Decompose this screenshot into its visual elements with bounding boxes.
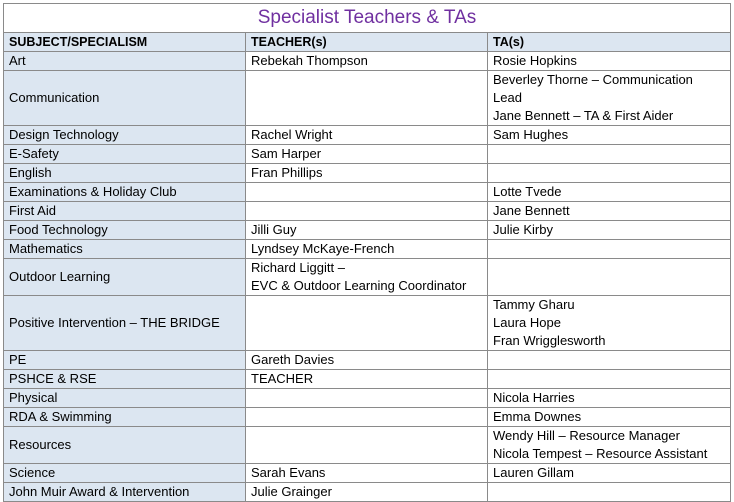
subject-cell: Positive Intervention – THE BRIDGE	[4, 296, 246, 351]
ta-cell	[488, 427, 731, 464]
teacher-cell	[246, 52, 488, 71]
teacher-name: Lyndsey McKaye-French	[251, 241, 395, 256]
teacher-cell	[246, 126, 488, 145]
table-row	[4, 52, 731, 71]
ta-name: Laura Hope	[493, 315, 561, 330]
ta-cell	[488, 259, 731, 296]
teacher-cell	[246, 71, 488, 126]
ta-cell	[488, 240, 731, 259]
table-row	[4, 389, 731, 408]
teacher-name: Gareth Davies	[251, 352, 335, 367]
header-row	[4, 33, 731, 52]
ta-name: Jane Bennett – TA & First Aider	[493, 108, 674, 123]
ta-cell	[488, 296, 731, 351]
table-row	[4, 240, 731, 259]
subject-cell: PSHCE & RSE	[4, 370, 246, 389]
ta-name: Fran Wrigglesworth	[493, 333, 606, 348]
subject-cell: Mathematics	[4, 240, 246, 259]
table-row	[4, 221, 731, 240]
teacher-cell	[246, 408, 488, 427]
table-row	[4, 370, 731, 389]
subject-cell: Food Technology	[4, 221, 246, 240]
teacher-cell	[246, 296, 488, 351]
ta-cell	[488, 389, 731, 408]
ta-cell	[488, 52, 731, 71]
teacher-cell	[246, 145, 488, 164]
subject-cell: PE	[4, 351, 246, 370]
table-row	[4, 464, 731, 483]
ta-cell	[488, 483, 731, 502]
subject-cell: Art	[4, 52, 246, 71]
table-row	[4, 259, 731, 296]
table-row	[4, 427, 731, 464]
table-title: Specialist Teachers & TAs	[4, 4, 731, 33]
subject-cell: Examinations & Holiday Club	[4, 183, 246, 202]
tas-column-header: TA(s)	[488, 33, 731, 52]
subject-cell: English	[4, 164, 246, 183]
specialist-staff-table	[3, 3, 731, 502]
subject-column-header: SUBJECT/SPECIALISM	[4, 33, 246, 52]
subject-cell: Communication	[4, 71, 246, 126]
teacher-cell	[246, 221, 488, 240]
ta-name: Tammy Gharu	[493, 297, 575, 312]
teacher-cell	[246, 202, 488, 221]
teacher-name: Fran Phillips	[251, 165, 323, 180]
teacher-name: EVC & Outdoor Learning Coordinator	[251, 278, 467, 293]
teacher-cell	[246, 389, 488, 408]
ta-name: Sam Hughes	[493, 127, 569, 142]
subject-cell: RDA & Swimming	[4, 408, 246, 427]
ta-name: Lauren Gillam	[493, 465, 574, 480]
teacher-cell	[246, 370, 488, 389]
ta-cell	[488, 164, 731, 183]
ta-name: Lead	[493, 90, 522, 105]
ta-name: Nicola Harries	[493, 390, 575, 405]
ta-cell	[488, 408, 731, 427]
ta-name: Wendy Hill – Resource Manager	[493, 428, 680, 443]
teacher-name: Richard Liggitt –	[251, 260, 345, 275]
ta-cell	[488, 370, 731, 389]
table-row	[4, 408, 731, 427]
ta-cell	[488, 126, 731, 145]
subject-cell: Resources	[4, 427, 246, 464]
teacher-name: Sam Harper	[251, 146, 322, 161]
staff-table-container	[3, 3, 730, 502]
subject-cell: E-Safety	[4, 145, 246, 164]
ta-name: Julie Kirby	[493, 222, 553, 237]
ta-name: Jane Bennett	[493, 203, 570, 218]
ta-cell	[488, 145, 731, 164]
ta-name: Emma Downes	[493, 409, 582, 424]
teacher-name: Rachel Wright	[251, 127, 333, 142]
table-row	[4, 71, 731, 126]
ta-cell	[488, 71, 731, 126]
teacher-cell	[246, 427, 488, 464]
teacher-name: Rebekah Thompson	[251, 53, 368, 68]
table-body	[4, 52, 731, 502]
table-row	[4, 483, 731, 502]
teacher-name: Julie Grainger	[251, 484, 332, 499]
table-row	[4, 164, 731, 183]
subject-cell: Science	[4, 464, 246, 483]
teacher-cell	[246, 259, 488, 296]
subject-cell: John Muir Award & Intervention	[4, 483, 246, 502]
ta-cell	[488, 202, 731, 221]
teachers-column-header: TEACHER(s)	[246, 33, 488, 52]
subject-cell: First Aid	[4, 202, 246, 221]
ta-name: Lotte Tvede	[493, 184, 562, 199]
ta-name: Rosie Hopkins	[493, 53, 577, 68]
teacher-name: Sarah Evans	[251, 465, 326, 480]
ta-name: Nicola Tempest – Resource Assistant	[493, 446, 708, 461]
table-row	[4, 202, 731, 221]
table-row	[4, 183, 731, 202]
teacher-name: TEACHER	[251, 371, 314, 386]
teacher-cell	[246, 351, 488, 370]
table-row	[4, 145, 731, 164]
teacher-cell	[246, 483, 488, 502]
teacher-cell	[246, 164, 488, 183]
teacher-cell	[246, 183, 488, 202]
teacher-name: Jilli Guy	[251, 222, 297, 237]
teacher-cell	[246, 464, 488, 483]
ta-cell	[488, 464, 731, 483]
subject-cell: Outdoor Learning	[4, 259, 246, 296]
subject-cell: Physical	[4, 389, 246, 408]
table-row	[4, 126, 731, 145]
title-row	[4, 4, 731, 33]
ta-cell	[488, 351, 731, 370]
table-row	[4, 296, 731, 351]
ta-name: Beverley Thorne – Communication	[493, 72, 693, 87]
table-row	[4, 351, 731, 370]
subject-cell: Design Technology	[4, 126, 246, 145]
ta-cell	[488, 183, 731, 202]
teacher-cell	[246, 240, 488, 259]
ta-cell	[488, 221, 731, 240]
